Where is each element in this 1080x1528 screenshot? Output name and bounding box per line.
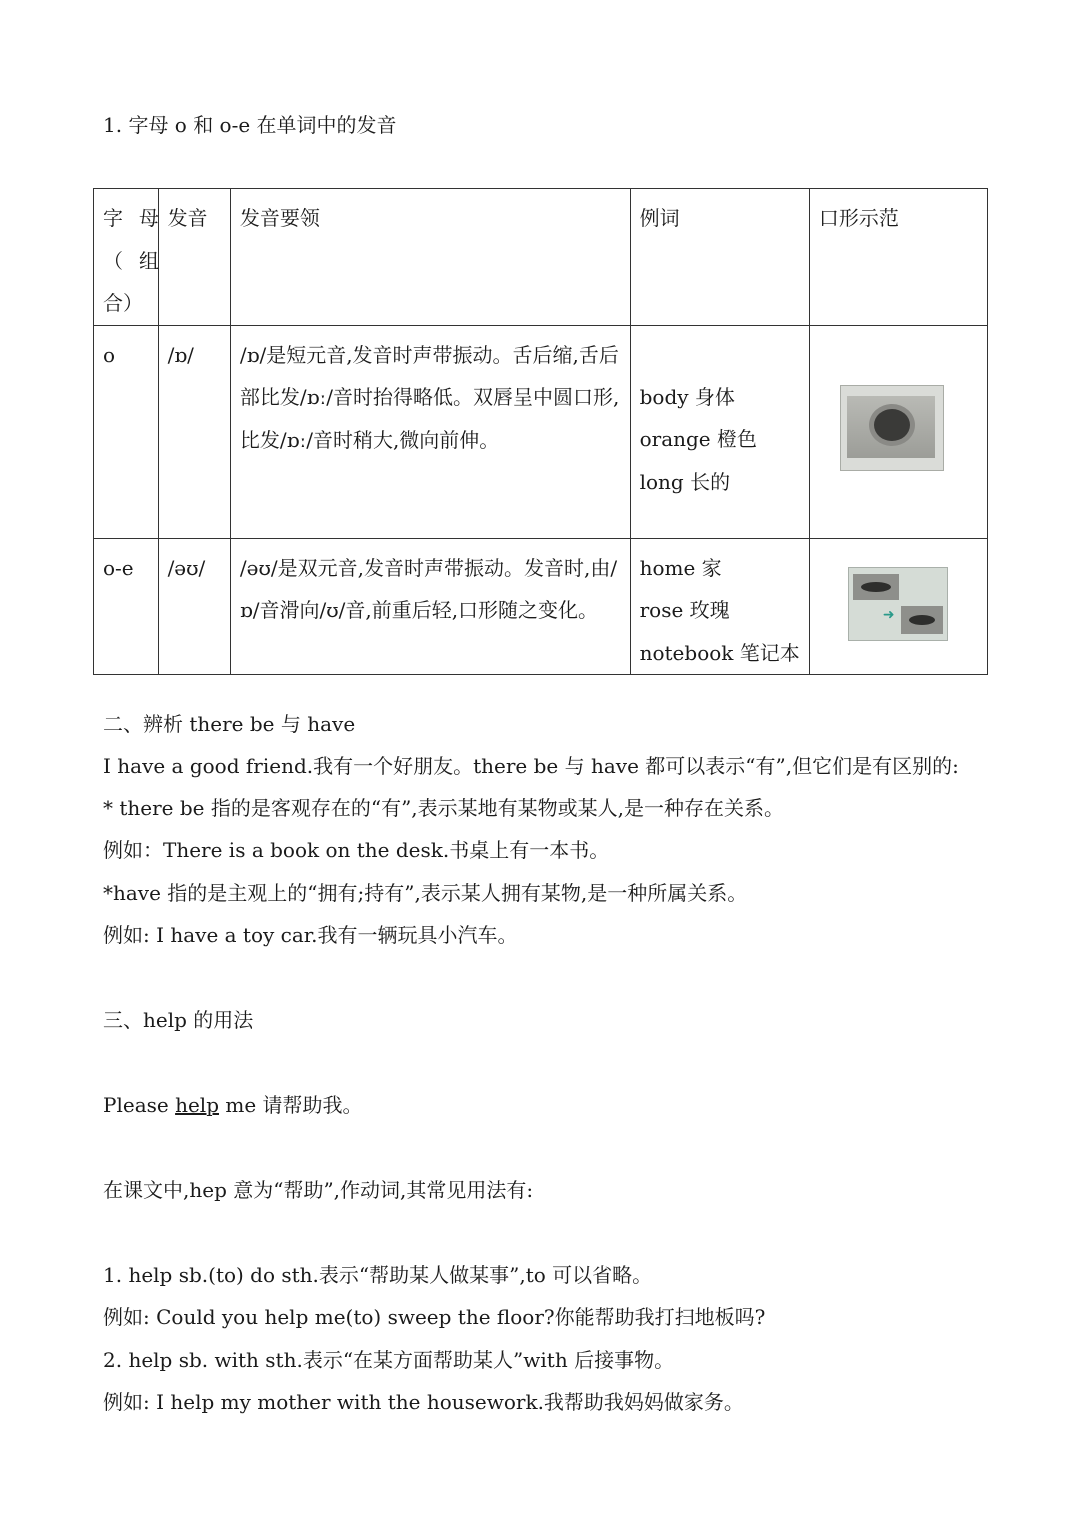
example-word: rose 玫瑰 [639,598,730,622]
paragraph-line: 例如: I have a toy car.我有一辆玩具小汽车。 [103,923,518,947]
example-word: home 家 [639,555,722,580]
table-row [94,325,988,538]
paragraph-line: 2. help sb. with sth.表示“在某方面帮助某人”with 后接事物。 [103,1348,675,1372]
example-word: notebook 笔记本 [639,640,800,665]
section-2-title: 二、辨析 there be 与 have [103,712,356,736]
underlined-word: help [175,1093,219,1117]
header-tips: 发音要领 [230,189,630,326]
mouth-glide-photo: ➜ [848,567,948,641]
help-intro: 在课文中,hep 意为“帮助”,作动词,其常见用法有: [103,1178,534,1202]
mouth-cell [809,325,987,538]
paragraph-line: *have 指的是主观上的“拥有;持有”,表示某人拥有某物,是一种所属关系。 [103,881,748,905]
mouth-cell [809,538,987,675]
header-sound: 发音 [158,189,230,326]
header-examples: 例词 [630,189,809,326]
section-1-title: 1. 字母 o 和 o-e 在单词中的发音 [103,113,397,137]
paragraph-line: 1. help sb.(to) do sth.表示“帮助某人做某事”,to 可以省略。 [103,1263,653,1287]
tips-cell: /əʊ/是双元音,发音时声带振动。发音时,由/ɒ/音滑向/ʊ/音,前重后轻,口形随之变化。 [230,538,630,675]
example-word: body 身体 [639,384,735,409]
pronunciation-table [93,188,988,675]
table-header-row [94,189,988,326]
table-row [94,538,988,675]
letter-cell: o-e [94,538,159,675]
examples-cell [630,325,809,538]
help-example: Please help me 请帮助我。 [103,1093,363,1117]
mouth-round-photo [840,385,944,471]
example-word: long 长的 [639,469,731,494]
examples-cell [630,538,809,675]
sound-cell: /əʊ/ [158,538,230,675]
example-word: orange 橙色 [639,427,757,451]
paragraph-line: I have a good friend.我有一个好朋友。there be 与 have 都可以表示“有”,但它们是有区别的: [103,754,959,778]
sound-cell: /ɒ/ [158,325,230,538]
section-3-title: 三、help 的用法 [103,1008,254,1032]
letter-cell: o [94,325,159,538]
header-mouth: 口形示范 [809,189,987,326]
paragraph-line: * there be 指的是客观存在的“有”,表示某地有某物或某人,是一种存在关系。 [103,796,785,820]
paragraph-line: 例如：There is a book on the desk.书桌上有一本书。 [103,838,610,862]
tips-cell: /ɒ/是短元音,发音时声带振动。舌后缩,舌后部比发/ɒː/音时抬得略低。双唇呈中圆口形,比发/ɒː/音时稍大,微向前伸。 [230,325,630,538]
header-letter: 字 母 （ 组 合） [94,189,159,326]
paragraph-line: 例如: I help my mother with the housework.我帮助我妈妈做家务。 [103,1390,744,1414]
paragraph-line: 例如: Could you help me(to) sweep the floor?你能帮助我打扫地板吗? [103,1305,766,1329]
